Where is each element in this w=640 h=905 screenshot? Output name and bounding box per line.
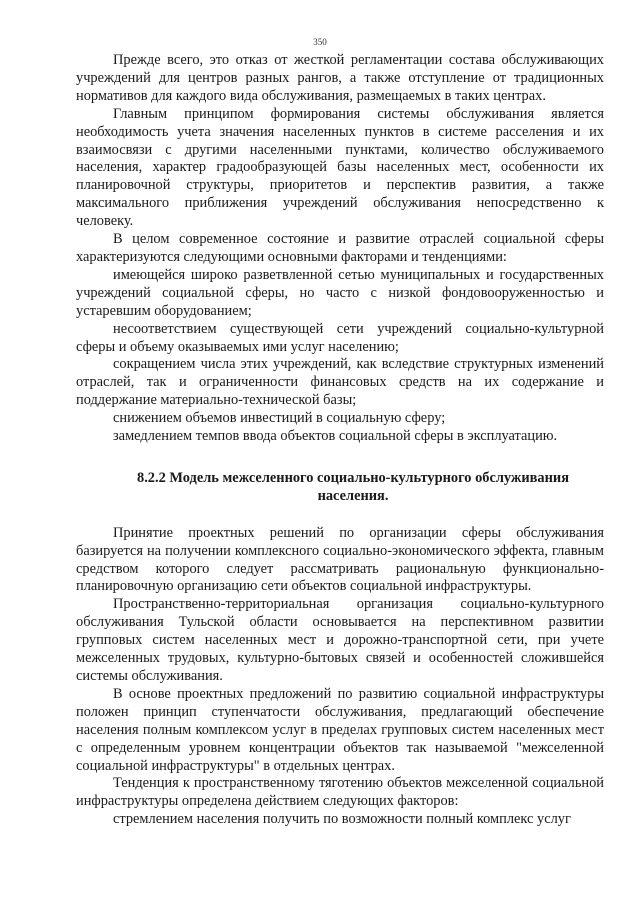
paragraph: Прежде всего, это отказ от жесткой регламентации состава обслуживающих учреждений для центров разных рангов, а также отступление от традиционных нормативов для каждого вида обслуживания, размещаемых в таких центрах. <box>76 52 604 104</box>
list-item-paragraph: снижением объемов инвестиций в социальную сферу; <box>113 410 446 427</box>
list-item-paragraph: имеющейся широко разветвленной сетью муниципальных и государственных учреждений социальной сферы, но часто с низкой фондовооруженностью и устаревшим оборудованием; <box>76 266 604 319</box>
paragraph: В основе проектных предложений по развитию социальной инфраструктуры положен принцип ступенчатости обслуживания, предлагающий обеспечение населения полным комплексом услуг в пределах групповых систем населенных мест с определенным уровнем концентрации объектов так называемой "межселенной социальной инфраструктуры" в отдельных центрах. <box>76 685 604 774</box>
paragraph: стремлением населения получить по возможности полный комплекс услуг <box>113 811 571 828</box>
list-item-paragraph: несоответствием существующей сети учреждений социально-культурной сферы и объему оказываемых ими услуг населению; <box>76 320 604 355</box>
paragraph: Пространственно-территориальная организация социально-культурного обслуживания Тульской области основывается на перспективном развитии групповых систем населенных мест и дорожно-транспортной сети, при учете межселенных трудовых, культурно-бытовых связей и особенностей сложившейся системы обслуживания. <box>76 596 604 684</box>
paragraph: Принятие проектных решений по организации сферы обслуживания базируется на получении комплексного социально-экономического эффекта, главным средством которого следует рассматривать рациональную функционально-планировочную организацию сети объектов социальной инфраструктуры. <box>76 524 604 595</box>
list-item-paragraph: замедлением темпов ввода объектов социальной сферы в эксплуатацию. <box>113 428 558 445</box>
section-heading: 8.2.2 Модель межселенного социально-культурного обслуживания населения. <box>137 469 569 504</box>
page-number: 350 <box>313 37 327 47</box>
paragraph: Тенденция к пространственному тяготению объектов межселенной социальной инфраструктуры определена действием следующих факторов: <box>76 775 604 810</box>
paragraph: Главным принципом формирования системы обслуживания является необходимость учета значения населенных пунктов в системе расселения и их взаимосвязи с другими населенными пунктами, количество обслуживаемого населения, характер градообразующей базы населенных мест, особенности их планировочной структуры, приоритетов и перспектив развития, а также максимального приближения учреждений обслуживания непосредственно к человеку. <box>76 105 604 230</box>
list-item-paragraph: сокращением числа этих учреждений, как вследствие структурных изменений отраслей, так и ограниченности финансовых средств на их содержание и поддержание материально-технической базы; <box>76 356 604 409</box>
paragraph: В целом современное состояние и развитие отраслей социальной сферы характеризуются следующими основными факторами и тенденциями: <box>76 231 604 265</box>
page-body <box>76 52 604 829</box>
